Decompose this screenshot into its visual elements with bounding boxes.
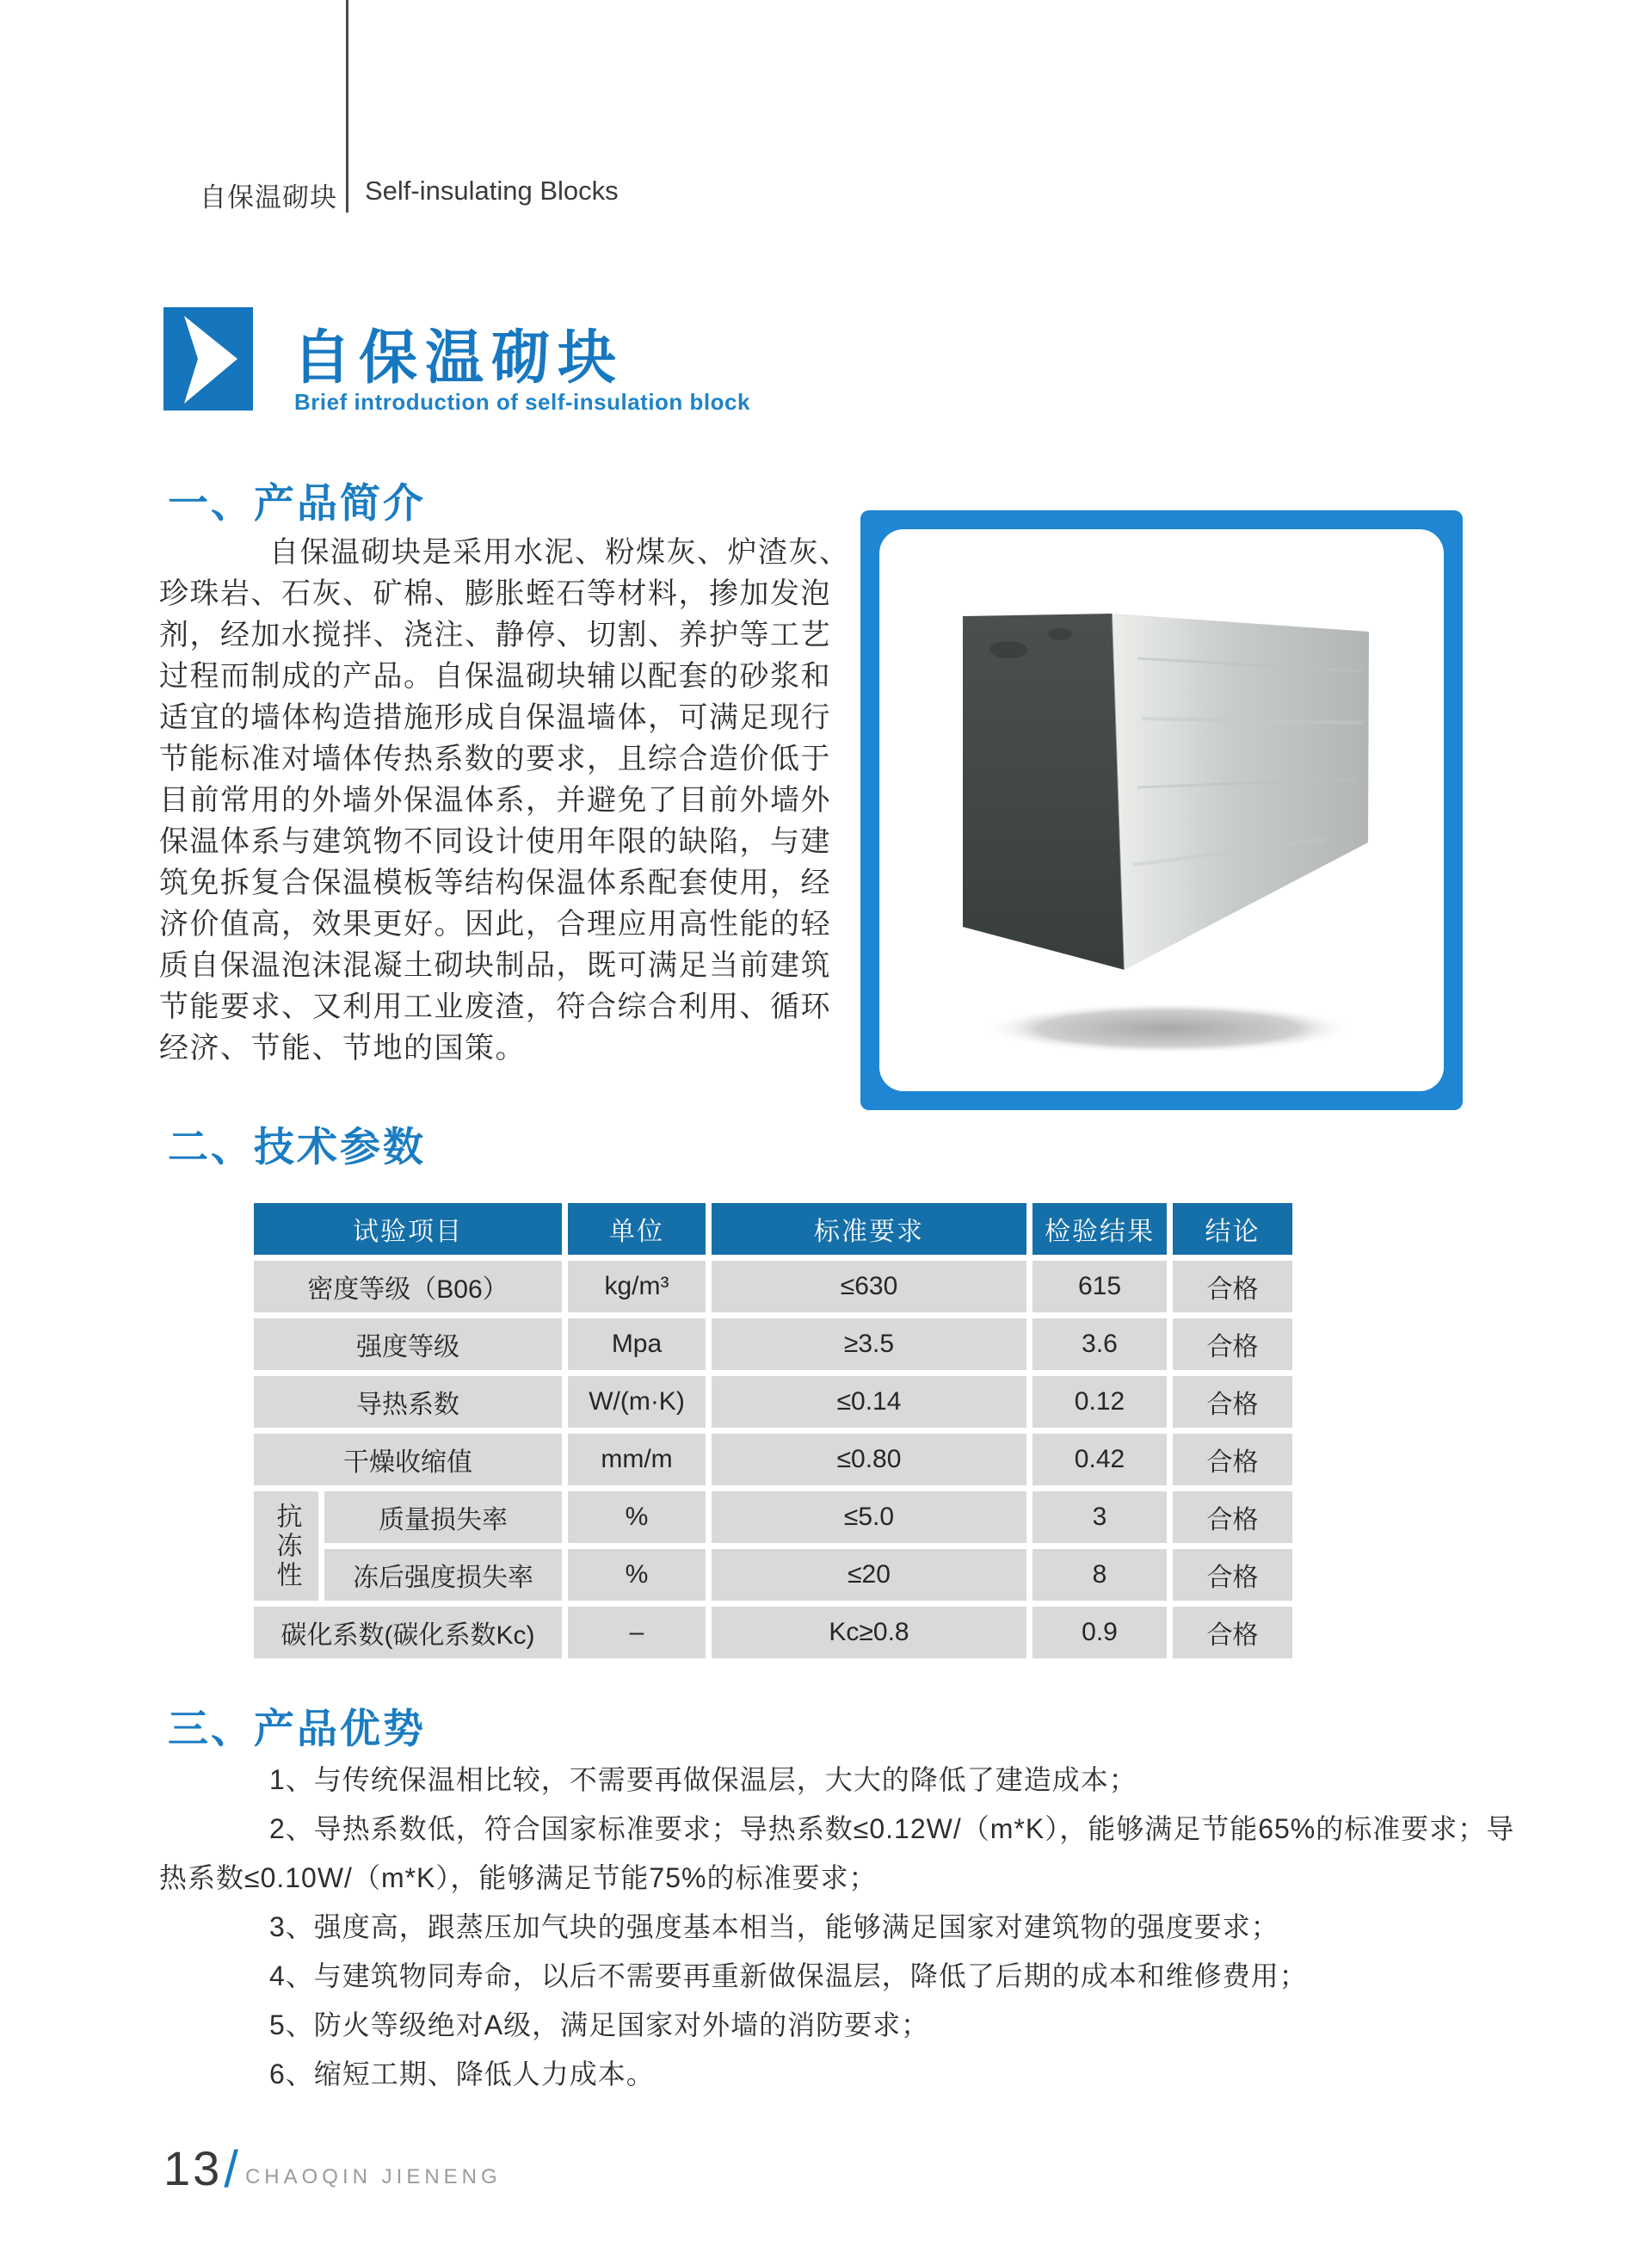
- parameters-table: [254, 1203, 1292, 1658]
- table-cell-item: 质量损失率: [324, 1491, 562, 1543]
- table-cell-conclusion: 合格: [1173, 1318, 1292, 1370]
- table-cell-item: 导热系数: [254, 1376, 562, 1428]
- table-cell-conclusion: 合格: [1173, 1549, 1292, 1601]
- product-photo-frame: [860, 510, 1463, 1110]
- table-cell-standard: ≤5.0: [712, 1491, 1026, 1543]
- advantage-item: 2、导热系数低，符合国家标准要求；导热系数≤0.12W/（m*K），能够满足节能65%的标准要求；导热系数≤0.10W/（m*K），能够满足节能75%的标准要求；: [159, 1813, 1515, 1893]
- intro-line: 自保温砌块是采用水泥、粉煤灰、炉渣灰、: [269, 536, 850, 569]
- col-header-unit: 单位: [568, 1203, 706, 1255]
- table-cell-item: 冻后强度损失率: [324, 1549, 562, 1601]
- table-cell-conclusion: 合格: [1173, 1434, 1292, 1485]
- table-cell-unit: –: [568, 1607, 706, 1658]
- col-header-standard: 标准要求: [712, 1203, 1026, 1255]
- footer-brand: CHAOQIN JIENENG: [244, 2165, 502, 2188]
- concrete-block-image: [879, 529, 1444, 1091]
- table-cell-unit: mm/m: [568, 1434, 706, 1485]
- header-title-en: Self-insulating Blocks: [365, 176, 619, 206]
- table-cell-standard: ≥3.5: [712, 1318, 1026, 1370]
- intro-line: 质自保温泡沫混凝土砌块制品，既可满足当前建筑: [159, 949, 831, 982]
- advantage-item: 3、强度高，跟蒸压加气块的强度基本相当，能够满足国家对建筑物的强度要求；: [269, 1911, 1279, 1942]
- header-title-zh: 自保温砌块: [200, 182, 337, 213]
- advantages-list: [159, 1756, 1523, 2099]
- advantage-item: 1、与传统保温相比较，不需要再做保温层，大大的降低了建造成本；: [269, 1764, 1137, 1795]
- table-cell-unit: W/(m·K): [568, 1376, 706, 1428]
- table-cell-standard: Kc≥0.8: [712, 1607, 1026, 1658]
- table-cell-conclusion: 合格: [1173, 1376, 1292, 1428]
- table-cell-standard: ≤20: [712, 1549, 1026, 1601]
- advantage-item: 5、防火等级绝对A级，满足国家对外墙的消防要求；: [269, 2009, 930, 2040]
- table-cell-result: 0.12: [1032, 1376, 1167, 1428]
- table-cell-unit: kg/m³: [568, 1261, 706, 1312]
- section-heading-params: 二、技术参数: [168, 1126, 426, 1170]
- intro-line: 珍珠岩、石灰、矿棉、膨胀蛭石等材料，掺加发泡: [159, 577, 831, 610]
- table-cell-standard: ≤630: [712, 1261, 1026, 1312]
- intro-line: 节能要求、又利用工业废渣，符合综合利用、循环: [159, 991, 831, 1023]
- table-cell-item: 强度等级: [254, 1318, 562, 1370]
- table-cell-conclusion: 合格: [1173, 1261, 1292, 1312]
- col-header-result: 检验结果: [1032, 1203, 1167, 1255]
- col-header-conclusion: 结论: [1173, 1203, 1292, 1255]
- table-cell-item: 密度等级（B06）: [254, 1261, 562, 1312]
- table-cell-item: 干燥收缩值: [254, 1434, 562, 1485]
- intro-paragraph: [159, 532, 856, 1069]
- page-footer: [163, 2140, 502, 2198]
- intro-line: 经济、节能、节地的国策。: [159, 1032, 526, 1065]
- intro-line: 目前常用的外墙外保温体系，并避免了目前外墙外: [159, 784, 831, 817]
- table-cell-conclusion: 合格: [1173, 1491, 1292, 1543]
- table-cell-result: 3: [1032, 1491, 1167, 1543]
- logo-subtitle: Brief introduction of self-insulation block: [294, 389, 750, 415]
- logo-title: 自保温砌块: [293, 325, 625, 391]
- intro-line: 剂，经加水搅拌、浇注、静停、切割、养护等工艺: [159, 619, 831, 651]
- section-heading-advantages: 三、产品优势: [168, 1707, 426, 1752]
- table-cell-result: 3.6: [1032, 1318, 1167, 1370]
- intro-line: 过程而制成的产品。自保温砌块辅以配套的砂浆和: [159, 660, 831, 693]
- table-cell-conclusion: 合格: [1173, 1607, 1292, 1658]
- page-number: 13: [163, 2141, 223, 2195]
- product-photo: [879, 529, 1444, 1091]
- advantage-item: 4、与建筑物同寿命，以后不需要再重新做保温层，降低了后期的成本和维修费用；: [269, 1960, 1308, 1991]
- table-cell-unit: Mpa: [568, 1318, 706, 1370]
- table-cell-result: 615: [1032, 1261, 1167, 1312]
- intro-line: 保温体系与建筑物不同设计使用年限的缺陷，与建: [159, 825, 831, 858]
- intro-line: 筑免拆复合保温模板等结构保温体系配套使用，经: [159, 867, 831, 899]
- intro-line: 济价值高，效果更好。因此，合理应用高性能的轻: [159, 908, 831, 941]
- footer-slash: /: [224, 2140, 238, 2198]
- chevron-right-icon: [163, 307, 253, 410]
- brand-logo: [163, 307, 253, 410]
- advantage-item: 6、缩短工期、降低人力成本。: [269, 2058, 655, 2089]
- section-heading-intro: 一、产品简介: [168, 482, 426, 527]
- col-header-item: 试验项目: [254, 1203, 562, 1255]
- header-divider: [346, 0, 348, 213]
- table-cell-item: 碳化系数(碳化系数Kc): [254, 1607, 562, 1658]
- table-cell-standard: ≤0.80: [712, 1434, 1026, 1485]
- table-group-frost-resistance: 抗冻性: [254, 1491, 318, 1601]
- table-cell-result: 0.42: [1032, 1434, 1167, 1485]
- table-cell-result: 0.9: [1032, 1607, 1167, 1658]
- table-cell-result: 8: [1032, 1549, 1167, 1601]
- intro-line: 节能标准对墙体传热系数的要求，且综合造价低于: [159, 743, 831, 775]
- intro-line: 适宜的墙体构造措施形成自保温墙体，可满足现行: [159, 701, 831, 734]
- table-cell-standard: ≤0.14: [712, 1376, 1026, 1428]
- table-cell-unit: %: [568, 1491, 706, 1543]
- table-cell-unit: %: [568, 1549, 706, 1601]
